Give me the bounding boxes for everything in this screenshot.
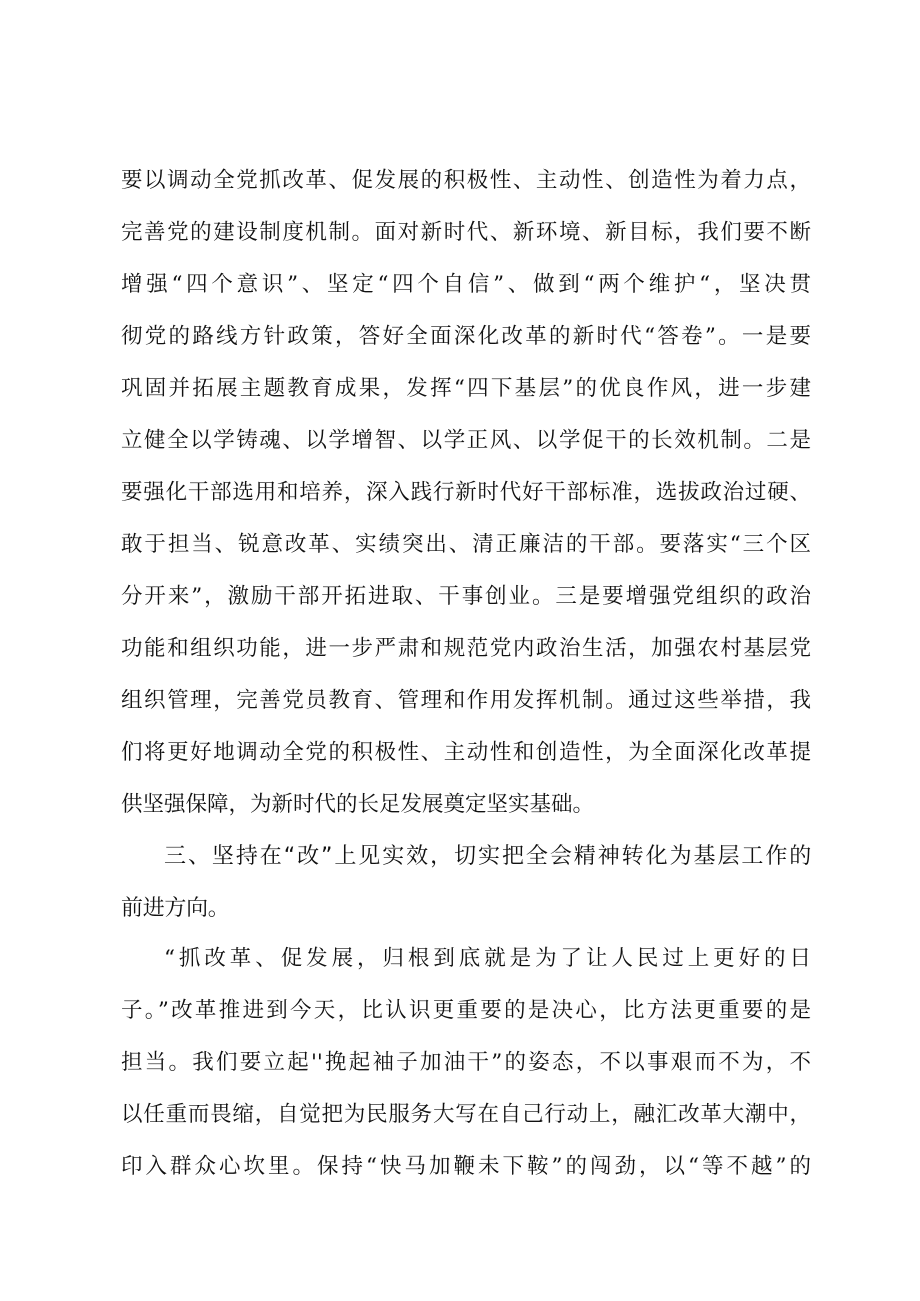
text-line: “抓改革、促发展，归根到底就是为了让人民过上更好的日	[164, 946, 811, 971]
text-line: 子。”改革推进到今天，比认识更重要的是决心，比方法更重要的是	[121, 998, 811, 1023]
text-line: 要强化干部选用和培养，深入践行新时代好干部标准，选拔政治过硬、	[121, 480, 811, 505]
text-line: 功能和组织功能，进一步严肃和规范党内政治生活，加强农村基层党	[121, 636, 811, 661]
text-line: 分开来”，激励干部开拓进取、干事创业。三是要增强党组织的政治	[121, 584, 811, 609]
text-line: 印入群众心坎里。保持“快马加鞭未下鞍”的闯劲，以“等不越”的	[121, 1154, 811, 1179]
text-line: 组织管理，完善党员教育、管理和作用发挥机制。通过这些举措，我	[121, 688, 811, 713]
text-line: 增强“四个意识”、坚定“四个自信”、做到“两个维护“，坚决贯	[121, 272, 811, 297]
text-line: 们将更好地调动全党的积极性、主动性和创造性，为全面深化改革提	[121, 740, 811, 765]
text-line: 立健全以学铸魂、以学增智、以学正风、以学促干的长效机制。二是	[121, 428, 811, 453]
text-line: 担当。我们要立起''挽起袖子加油干”的姿态，不以事艰而不为，不	[121, 1050, 811, 1075]
heading-line: 前进方向。	[121, 896, 230, 921]
text-line: 要以调动全党抓改革、促发展的积极性、主动性、创造性为着力点，	[121, 168, 811, 193]
text-line: 巩固并拓展主题教育成果，发挥“四下基层”的优良作风，进一步建	[121, 376, 811, 401]
text-line: 敢于担当、锐意改革、实绩突出、清正廉洁的干部。要落实“三个区	[121, 532, 811, 557]
text-line: 彻党的路线方针政策，答好全面深化改革的新时代“答卷”。一是要	[121, 324, 811, 349]
text-line: 供坚强保障，为新时代的长足发展奠定坚实基础。	[121, 792, 595, 817]
heading-line: 三、坚持在“改”上见实效，切实把全会精神转化为基层工作的	[164, 844, 811, 869]
text-line: 完善党的建设制度机制。面对新时代、新环境、新目标，我们要不断	[121, 220, 811, 245]
text-line: 以任重而畏缩，自觉把为民服务大写在自己行动上，融汇改革大潮中，	[121, 1102, 811, 1127]
